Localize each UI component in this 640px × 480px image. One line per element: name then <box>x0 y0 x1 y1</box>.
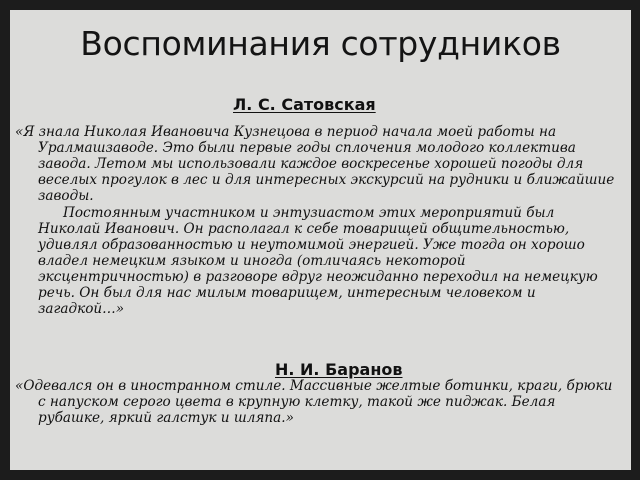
slide-panel <box>10 10 631 470</box>
author-name-satovskaya: Л. С. Сатовская <box>233 95 376 114</box>
quote-paragraph: «Я знала Николая Ивановича Кузнецова в период начала моей работы на Уралмашзаводе. Это были первые годы сплочения молодого коллектива завода. Летом мы использовали каждое воскресенье хорошей погоды для веселых прогулок в лес и для интересных экскурсий на рудники и ближайшие заводы. <box>15 124 615 204</box>
quote-paragraph: «Одевался он в иностранном стиле. Массивные желтые ботинки, краги, брюки с напуском серого цвета в крупную клетку, такой же пиджак. Белая рубашке, яркий галстук и шляпа.» <box>15 378 613 426</box>
slide-title: Воспоминания сотрудников <box>80 24 561 63</box>
author-name-baranov: Н. И. Баранов <box>275 360 403 379</box>
quote-paragraph: Постоянным участником и энтузиастом этих мероприятий был Николай Иванович. Он располагал к себе товарищей общительностью, удивлял образованностью и неутомимой энергией. Уже тогда он хорошо владел немецким языком и иногда (отличаясь некоторой эксцентричностью) в разговоре вдруг неожиданно переходил на немецкую речь. Он был для нас милым товарищем, интересным человеком и загадкой…» <box>38 205 598 317</box>
